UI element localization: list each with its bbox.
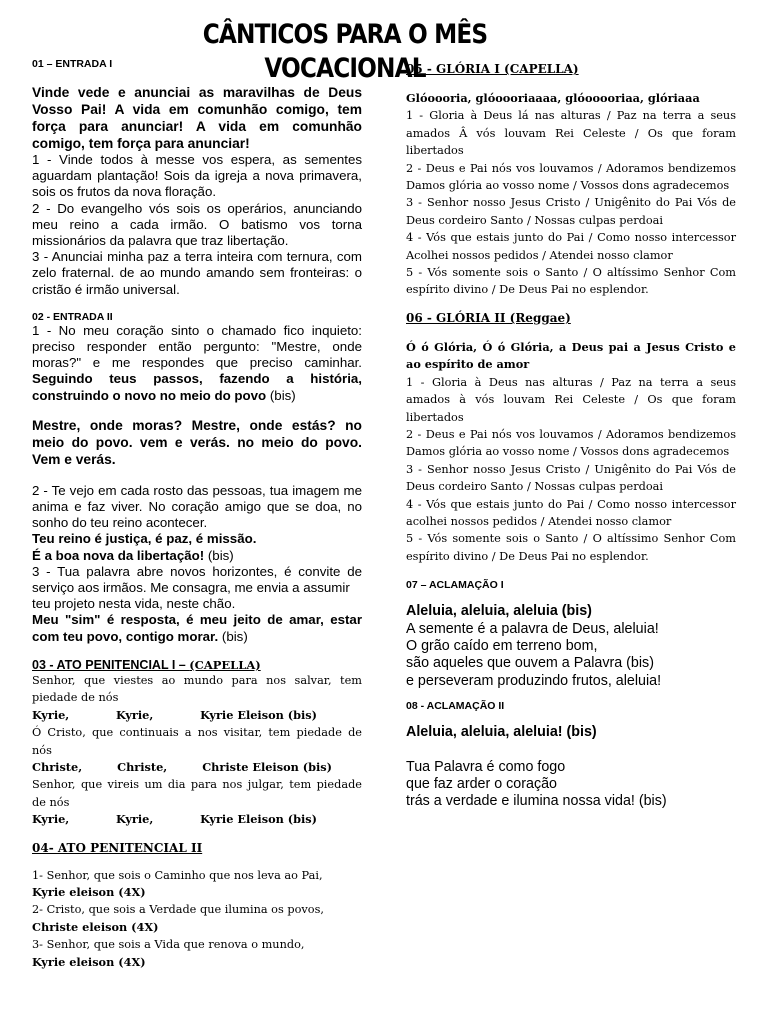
kyrie-response: Kyrie, Kyrie, Kyrie Eleison (bis) (32, 707, 317, 722)
song-verse: 5 - Vós somente sois o Santo / O altíssimo Senhor Com espírito divino / De Deus Pai no esplendor. (406, 266, 736, 297)
song-line: e perseveram produzindo frutos, aleluia! (406, 672, 662, 689)
song-line: O grão caído em terreno bom, (406, 637, 598, 654)
song-line: trás a verdade e ilumina nossa vida! (bis) (406, 793, 667, 810)
song-response: Kyrie eleison (4X) (32, 954, 146, 969)
song-verse-bold: Teu reino é justiça, é paz, é missão. (32, 531, 257, 547)
song-heading: 07 – ACLAMAÇÃO I (406, 579, 504, 592)
song-chorus: Aleluia, aleluia, aleluia (bis) (406, 603, 592, 620)
song-chorus: Ó ó Glória, Ó ó Glória, a Deus pai a Jesus Cristo e ao espírito de amor (406, 339, 736, 372)
song-line: são aqueles que ouvem a Palavra (bis) (406, 655, 654, 672)
song-verse: teu projeto nesta vida, neste chão. (32, 596, 236, 612)
song-01-entrada-i (32, 58, 362, 298)
song-heading: 01 – ENTRADA I (32, 58, 113, 70)
kyrie-response: Christe, Christe, Christe Eleison (bis) (32, 759, 332, 774)
song-line: Ó Cristo, que continuais a nos visitar, tem piedade de nós (32, 726, 362, 757)
song-response: Christe eleison (4X) (32, 919, 159, 934)
song-08-aclamacao-ii (406, 700, 736, 811)
song-verse: 3 - Tua palavra abre novos horizontes, é convite de serviço aos irmãos. Me consagra, me envia a assumir (32, 563, 362, 596)
song-03-ato-penitencial-i (32, 658, 362, 829)
song-line: Senhor, que vireis um dia para nos julgar, tem piedade de nós (32, 778, 362, 809)
song-line: Senhor, que viestes ao mundo para nos salvar, tem piedade de nós (32, 673, 362, 705)
song-verse: 3 - Anunciai minha paz a terra inteira com ternura, com zelo fraternal. de ao mundo amando sem fronteiras: o cristão é irmão universal. (32, 249, 362, 297)
song-verse: 2 - Deus e Pai nós vos louvamos / Adoramos bendizemos Damos glória ao vosso nome / Vossos dons agradecemos (406, 427, 736, 459)
song-heading: 08 - ACLAMAÇÃO II (406, 700, 505, 713)
song-heading: 02 - ENTRADA II (32, 310, 113, 323)
song-response: Kyrie eleison (4X) (32, 884, 146, 899)
song-verse: 5 - Vós somente sois o Santo / O altíssimo Senhor Com espírito divino / De Deus Pai no esplendor. (406, 532, 736, 563)
song-line: 3- Senhor, que sois a Vida que renova o mundo, (32, 938, 305, 952)
song-verse: 2 - Deus e Pai nós vos louvamos / Adoramos bendizemos Damos glória ao vosso nome / Vossos dons agradecemos (406, 161, 736, 193)
song-chorus: Vinde vede e anunciai as maravilhas de Deus Vosso Pai! A vida em comunhão comigo, tem força para anunciar! A vida em comunhão comigo, tem força para anunciar! (32, 85, 362, 151)
right-column (406, 62, 736, 811)
kyrie-response: Kyrie, Kyrie, Kyrie Eleison (bis) (32, 812, 317, 827)
song-verse: 2 - Do evangelho vós sois os operários, anunciando meu reino a cada irmão. O batismo vos torna missionários da palavra que traz libertação. (32, 200, 362, 249)
song-verse-bold: Meu "sim" é resposta, é meu jeito de amar, estar com teu povo, contigo morar. (bis) (32, 612, 362, 644)
song-chorus: Mestre, onde moras? Mestre, onde estás? no meio do povo. vem e verás. no meio do povo. Vem e verás. (32, 417, 362, 467)
song-heading: 06 - GLÓRIA II (Reggae) (406, 310, 571, 325)
song-verse: 4 - Vós que estais junto do Pai / Como nosso intercessor acolhei nossos pedidos / Atendei nosso clamor (406, 497, 736, 528)
page-title: CÂNTICOS PARA O MÊS VOCACIONAL (202, 19, 488, 84)
song-verse: 3 - Senhor nosso Jesus Cristo / Unigênito do Pai Vós de Deus cordeiro Santo / Nossas culpas perdoai (406, 462, 736, 494)
left-column (32, 58, 362, 971)
song-verse: 1 - No meu coração sinto o chamado fico inquieto: preciso responder então pergunto: "Mestre, onde moras?" e me respondes que preciso caminhar. Seguindo teus passos, fazendo a história, construindo o novo no meio do povo (bis) (32, 322, 362, 403)
song-heading: 04- ATO PENITENCIAL II (32, 840, 203, 855)
song-verse: 1 - Vinde todos à messe vos espera, as sementes aguardam plantação! Sois da igreja a nova primavera, sois os frutos da nova floração. (32, 152, 362, 200)
song-line: 1- Senhor, que sois o Caminho que nos leva ao Pai, (32, 868, 323, 882)
song-line: que faz arder o coração (406, 776, 558, 792)
song-verse: 1 - Gloria à Deus nas alturas / Paz na terra a seus amados à vós louvam Rei Celeste / Os que foram libertados (406, 375, 736, 424)
song-line: A semente é a palavra de Deus, aleluia! (406, 620, 659, 637)
song-verse: 4 - Vós que estais junto do Pai / Como nosso intercessor Acolhei nossos pedidos / Atendei nosso clamor (406, 231, 736, 262)
song-heading: 03 - ATO PENITENCIAL I – (CAPELLA) (32, 657, 261, 672)
song-heading: 05 - GLÓRIA I (CAPELLA) (406, 62, 579, 76)
song-07-aclamacao-i (406, 579, 736, 690)
song-verse: 2 - Te vejo em cada rosto das pessoas, tua imagem me anima e faz viver. No coração amigo que se doa, no sonho do teu reino acontecer. (32, 482, 362, 531)
song-05-gloria-i (406, 62, 736, 299)
song-line: 2- Cristo, que sois a Verdade que ilumina os povos, (32, 903, 324, 917)
song-06-gloria-ii (406, 311, 736, 565)
song-verse-bold: É a boa nova da libertação! (bis) (32, 547, 234, 563)
song-chorus: Glóoooria, glóoooriaaaa, glóooooriaa, glóriaaa (406, 91, 700, 105)
song-02-entrada-ii (32, 311, 362, 645)
song-chorus: Aleluia, aleluia, aleluia! (bis) (406, 724, 597, 741)
song-verse: 3 - Senhor nosso Jesus Cristo / Unigênito do Pai Vós de Deus cordeiro Santo / Nossas culpas perdoai (406, 196, 736, 227)
song-line: Tua Palavra é como fogo (406, 758, 566, 775)
song-verse: 1 - Gloria à Deus lá nas alturas / Paz na terra a seus amados Â vós louvam Rei Celeste / Os que foram libertados (406, 109, 736, 158)
song-04-ato-penitencial-ii (32, 841, 362, 971)
